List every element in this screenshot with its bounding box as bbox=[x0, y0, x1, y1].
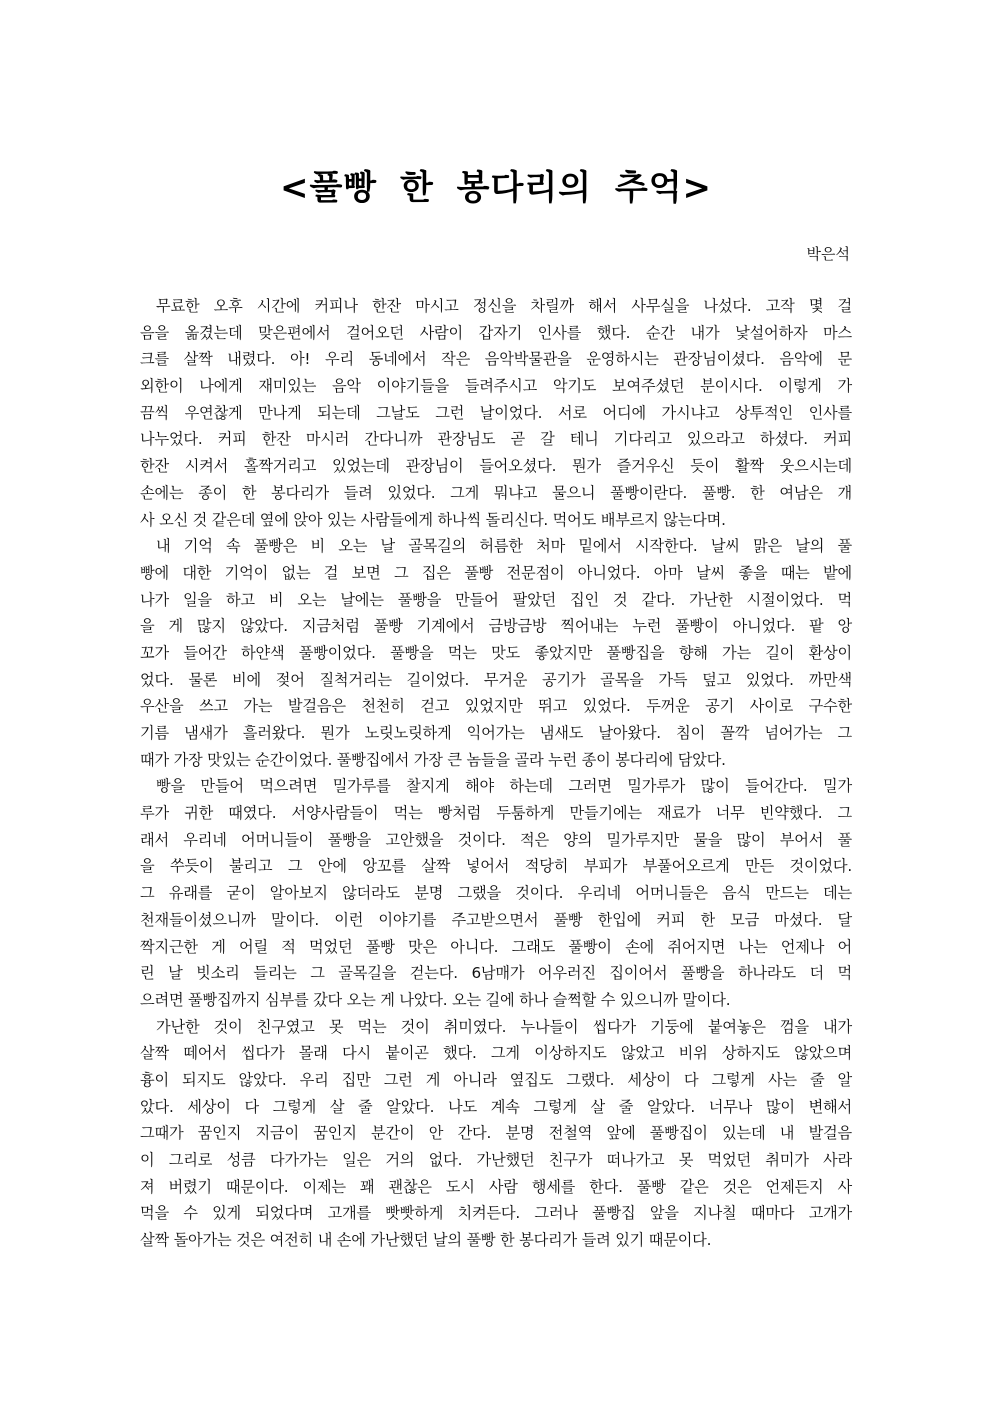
text-line: 꼬가 들어간 하얀색 풀빵이었다. 풀빵을 먹는 맛도 좋았지만 풀빵집을 향해 가는 길이 환상이 bbox=[140, 643, 852, 662]
paragraph-1 bbox=[140, 293, 852, 533]
text-line: 루가 귀한 때였다. 서양사람들이 먹는 빵처럼 두툼하게 만들기에는 재료가 너무 빈약했다. 그 bbox=[140, 804, 852, 823]
text-line: 빵에 대한 기억이 없는 걸 보면 그 집은 풀빵 전문점이 아니었다. 아마 날씨 좋을 때는 밭에 bbox=[140, 563, 852, 582]
text-line: 사 오신 것 같은데 옆에 앉아 있는 사람들에게 하나씩 돌리신다. 먹어도 배부르지 않는다며. bbox=[140, 510, 726, 529]
text-line: 래서 우리네 어머니들이 풀빵을 고안했을 것이다. 적은 양의 밀가루지만 물을 많이 부어서 풀 bbox=[140, 830, 852, 849]
author-name: 박은석 bbox=[806, 245, 850, 263]
text-line: 나가 일을 하고 비 오는 날에는 풀빵을 만들어 팔았던 집인 것 같다. 가난한 시절이었다. 먹 bbox=[140, 590, 852, 609]
text-line: 나누었다. 커피 한잔 마시러 간다니까 관장님도 곧 갈 테니 기다리고 있으라고 하셨다. 커피 bbox=[140, 430, 852, 449]
text-line: 기름 냄새가 흘러왔다. 뭔가 노릿노릿하게 익어가는 냄새도 날아왔다. 침이 꼴깍 넘어가는 그 bbox=[140, 724, 852, 742]
text-line: 손에는 종이 한 봉다리가 들려 있었다. 그게 뭐냐고 물으니 풀빵이란다. 풀빵. 한 여남은 개 bbox=[140, 483, 852, 502]
text-line: 우산을 쓰고 가는 발걸음은 천천히 걷고 있었지만 뛰고 있었다. 두꺼운 공기 사이로 구수한 bbox=[140, 697, 852, 716]
text-line: 음을 옮겼는데 맞은편에서 걸어오던 사람이 갑자기 인사를 했다. 순간 내가 낯설어하자 마스 bbox=[140, 323, 852, 342]
text-line: 먹을 수 있게 되었다며 고개를 빳빳하게 치켜든다. 그러나 풀빵집 앞을 지나칠 때마다 고개가 bbox=[140, 1204, 852, 1223]
text-line: 을 게 많지 않았다. 지금처럼 풀빵 기계에서 금방금방 찍어내는 누런 풀빵이 아니었다. 팥 앙 bbox=[140, 617, 852, 636]
text-line: 끔씩 우연찮게 만나게 되는데 그날도 그런 날이었다. 서로 어디에 가시냐고 상투적인 인사를 bbox=[140, 403, 852, 422]
text-line: 때가 가장 맛있는 순간이었다. 풀빵집에서 가장 큰 놈들을 골라 누런 종이 봉다리에 담았다. bbox=[140, 750, 726, 769]
text-line: 짝지근한 게 어릴 적 먹었던 풀빵 맛은 아니다. 그래도 풀빵이 손에 쥐어지면 나는 언제나 어 bbox=[140, 937, 852, 956]
text-line: 내 기억 속 풀빵은 비 오는 날 골목길의 허름한 처마 밑에서 시작한다. 날씨 맑은 날의 풀 bbox=[156, 537, 852, 556]
text-line: 았다. 세상이 다 그렇게 살 줄 알았다. 나도 계속 그렇게 살 줄 알았다. 너무나 많이 변해서 bbox=[140, 1097, 852, 1116]
text-line: 을 쑤듯이 불리고 그 안에 앙꼬를 살짝 넣어서 적당히 부피가 부풀어오르게 만든 것이었다. bbox=[140, 857, 852, 876]
text-line: 살짝 돌아가는 것은 여전히 내 손에 가난했던 날의 풀빵 한 봉다리가 들려 있기 때문이다. bbox=[140, 1231, 712, 1250]
document-title: <풀빵 한 봉다리의 추억> bbox=[279, 168, 713, 208]
text-line: 외한이 나에게 재미있는 음악 이야기들을 들려주시고 악기도 보여주셨던 분이시다. 이렇게 가 bbox=[140, 377, 852, 396]
text-line: 빵을 만들어 먹으려면 밀가루를 찰지게 해야 하는데 그러면 밀가루가 많이 들어간다. 밀가 bbox=[156, 777, 852, 796]
text-line: 으려면 풀빵집까지 심부를 갔다 오는 게 나았다. 오는 길에 하나 슬쩍할 수 있으니까 말이다. bbox=[140, 990, 731, 1009]
text-line: 그때가 꿈인지 지금이 꿈인지 분간이 안 간다. 분명 전철역 앞에 풀빵집이 있는데 내 발걸음 bbox=[140, 1124, 852, 1143]
paragraph-4 bbox=[140, 1014, 852, 1254]
document-body bbox=[140, 293, 852, 1254]
text-line: 한잔 시켜서 홀짝거리고 있었는데 관장님이 들어오셨다. 뭔가 즐거우신 듯이 활짝 웃으시는데 bbox=[140, 457, 852, 476]
text-line: 살짝 떼어서 씹다가 몰래 다시 붙이곤 했다. 그게 이상하지도 않았고 비위 상하지도 않았으며 bbox=[140, 1044, 852, 1063]
text-line: 린 날 빗소리 들리는 그 골목길을 걷는다. 6남매가 어우러진 집이어서 풀빵을 하나라도 더 먹 bbox=[140, 964, 852, 983]
text-line: 크를 살짝 내렸다. 아! 우리 동네에서 작은 음악박물관을 운영하시는 관장님이셨다. 음악에 문 bbox=[140, 350, 852, 369]
text-line: 무료한 오후 시간에 커피나 한잔 마시고 정신을 차릴까 해서 사무실을 나섰다. 고작 몇 걸 bbox=[156, 297, 852, 315]
text-line: 천재들이셨으니까 말이다. 이런 이야기를 주고받으면서 풀빵 한입에 커피 한 모금 마셨다. 달 bbox=[140, 910, 852, 929]
text-line: 그 유래를 굳이 알아보지 않더라도 분명 그랬을 것이다. 우리네 어머니들은 음식 만드는 데는 bbox=[140, 884, 852, 903]
paragraph-3 bbox=[140, 773, 852, 1013]
text-line: 이 그리로 성큼 다가가는 일은 거의 없다. 가난했던 친구가 떠나가고 못 먹었던 취미가 사라 bbox=[140, 1151, 852, 1169]
text-line: 었다. 물론 비에 젖어 질척거리는 길이었다. 무거운 공기가 골목을 가득 덮고 있었다. 까만색 bbox=[140, 670, 852, 689]
text-line: 흉이 되지도 않았다. 우리 집만 그런 게 아니라 옆집도 그랬다. 세상이 다 그렇게 사는 줄 알 bbox=[140, 1070, 852, 1089]
text-line: 가난한 것이 친구였고 못 먹는 것이 취미였다. 누나들이 씹다가 기둥에 붙여놓은 껌을 내가 bbox=[156, 1017, 852, 1036]
text-line: 져 버렸기 때문이다. 이제는 꽤 괜찮은 도시 사람 행세를 한다. 풀빵 같은 것은 언제든지 사 bbox=[140, 1177, 852, 1196]
paragraph-2 bbox=[140, 533, 852, 773]
